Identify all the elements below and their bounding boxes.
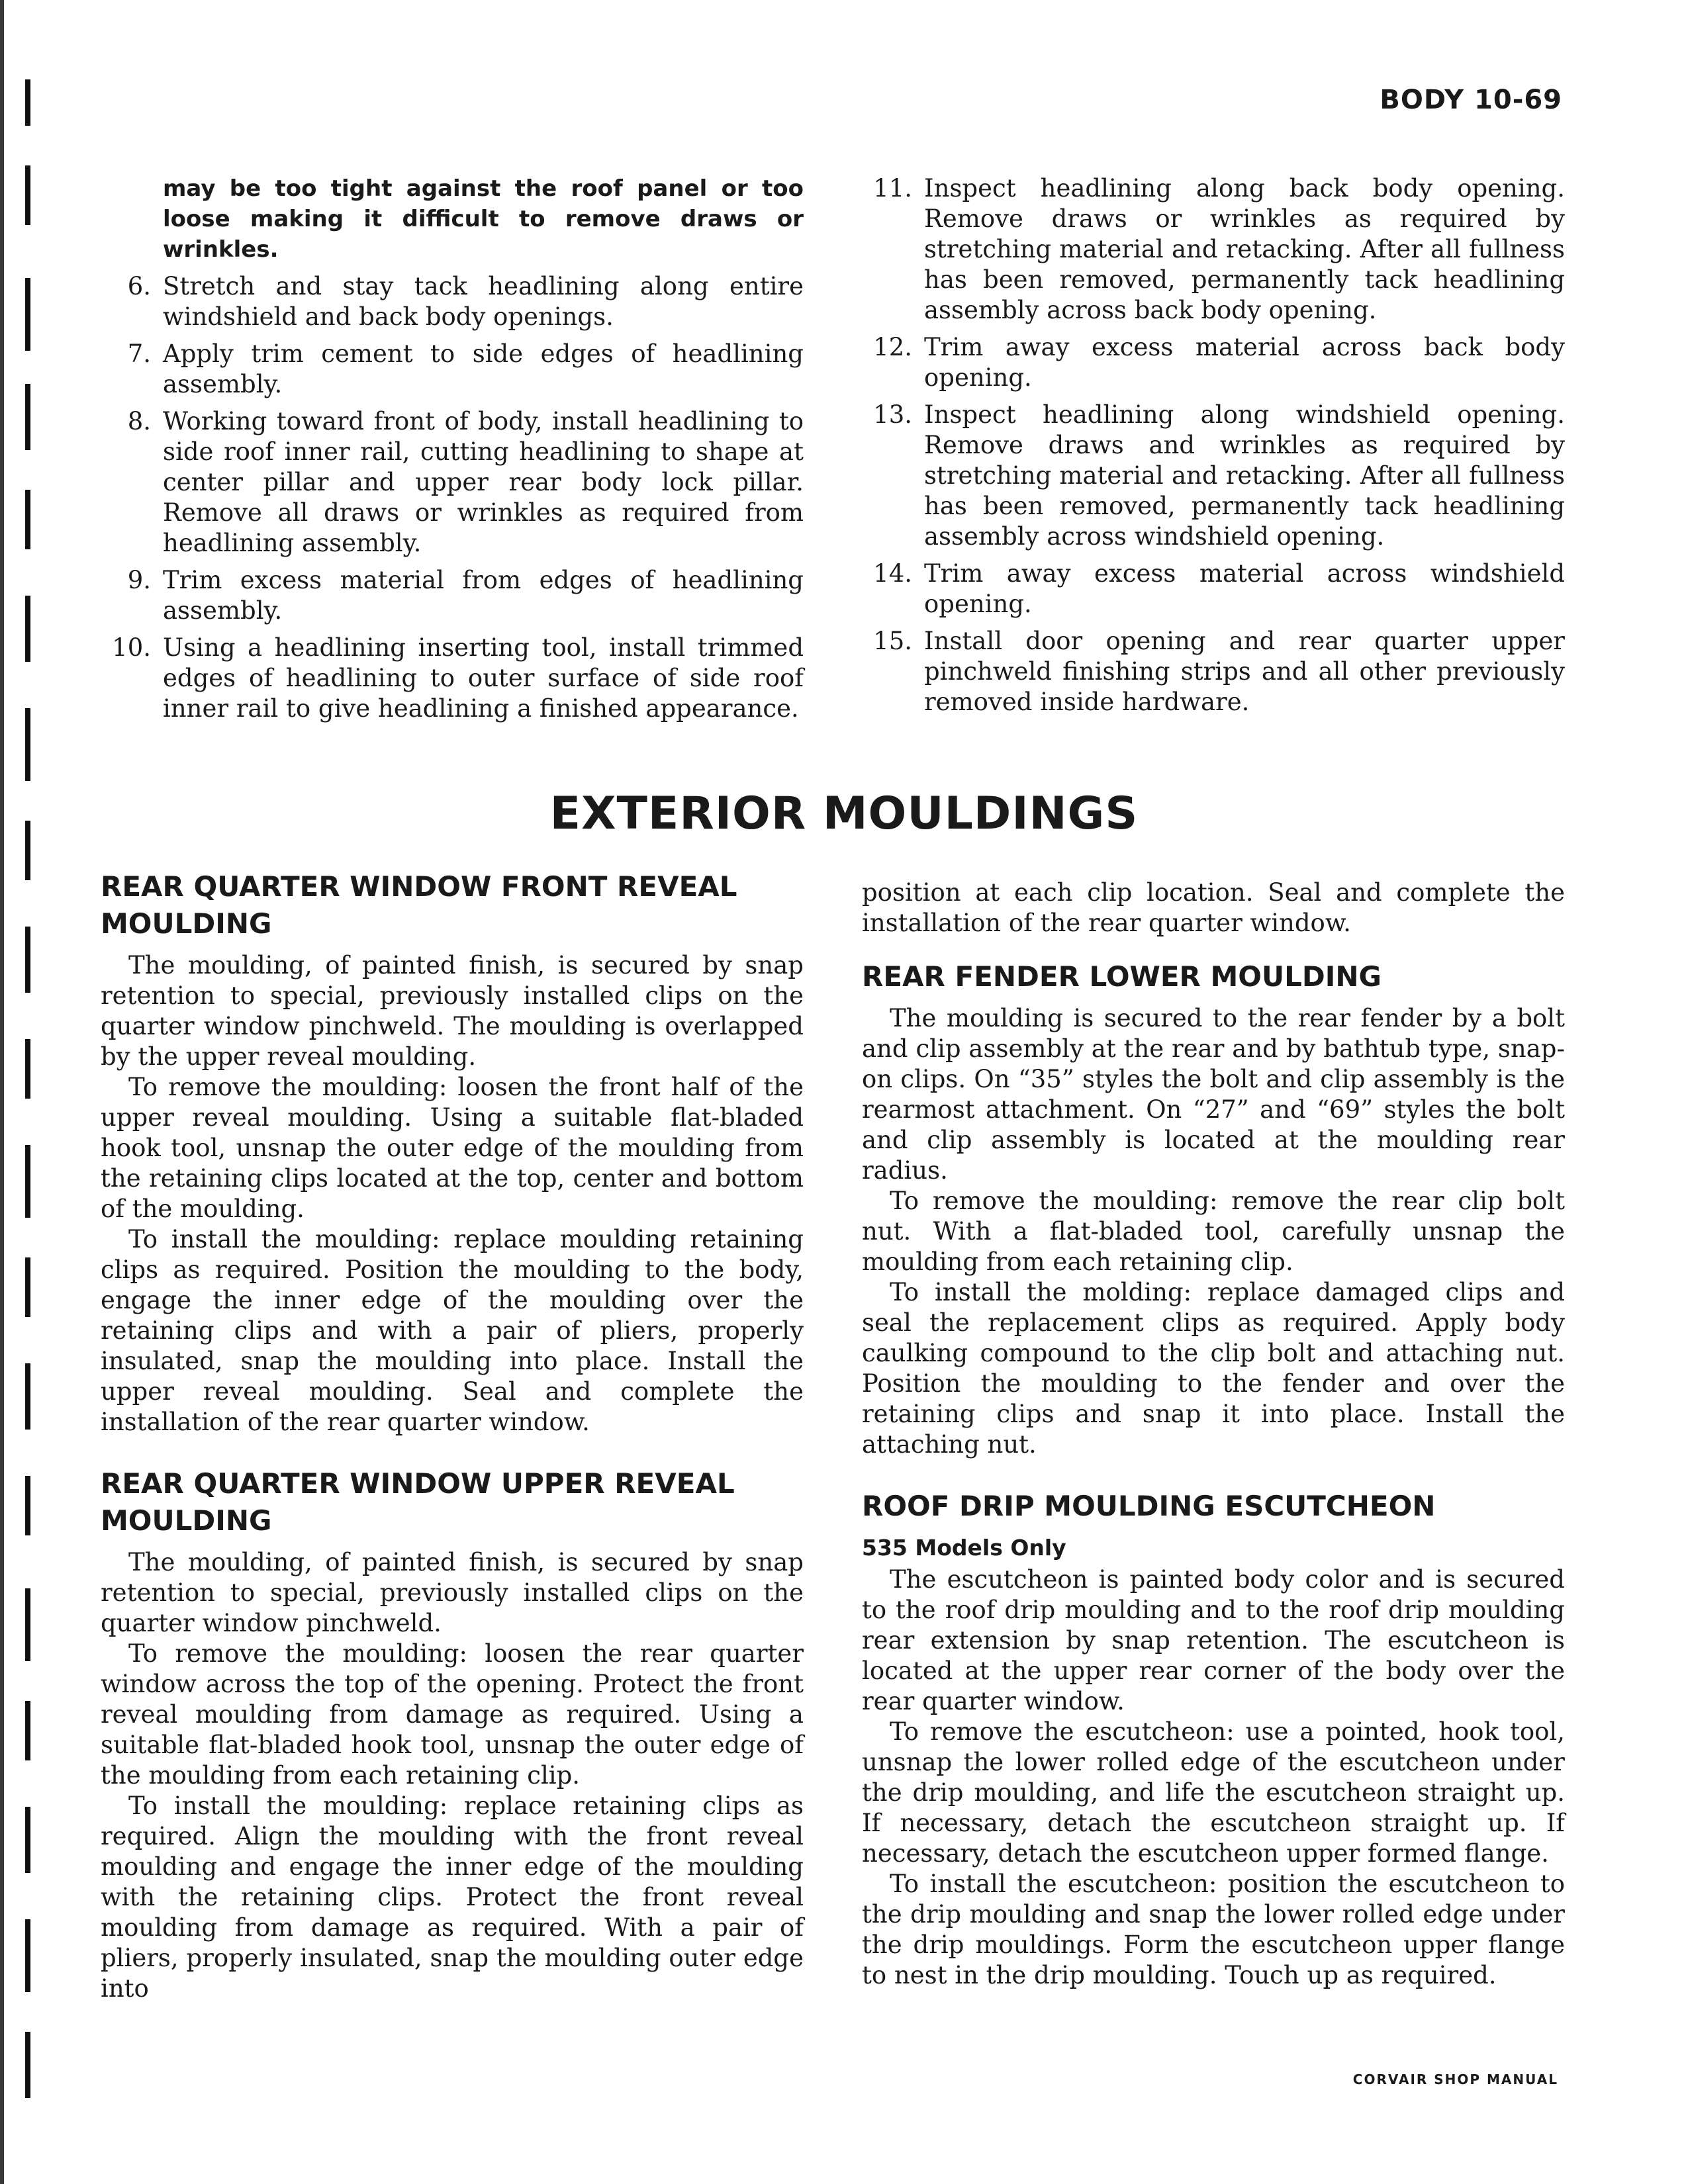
- step-item: [101, 565, 804, 626]
- step-text: Trim away excess material across windshield opening.: [924, 559, 1565, 618]
- step-number: 7.: [127, 340, 151, 368]
- step-text: Stretch and stay tack headlining along entire windshield and back body openings.: [163, 272, 804, 331]
- headlining-steps-left: [101, 173, 804, 731]
- front-reveal-paragraph: To install the moulding: replace moulding retaining clips as required. Position the moulding to the body, engage the inner edge of the moulding over the retaining clips and with a pair of pliers, properly insulated, snap the moulding into place. Install the upper reveal moulding. Seal and complete the installation of the rear quarter window.: [101, 1225, 804, 1436]
- step-number: 10.: [112, 633, 151, 662]
- step-number: 9.: [127, 566, 151, 594]
- step-item: [862, 173, 1565, 326]
- escutcheon-heading: ROOF DRIP MOULDING ESCUTCHEON: [862, 1490, 1436, 1522]
- steps-list-right: [862, 173, 1565, 717]
- step-item: [862, 559, 1565, 619]
- headlining-steps-right: [862, 173, 1565, 724]
- step-item: [101, 406, 804, 559]
- step-text: Using a headlining inserting tool, install trimmed edges of headlining to outer surface of side roof inner rail to give headlining a finished appearance.: [163, 633, 804, 723]
- step-number: 14.: [873, 559, 912, 588]
- steps-list-left: [101, 271, 804, 724]
- binding-edge-marks: [0, 0, 48, 2184]
- step-number: 11.: [873, 174, 912, 203]
- step-text: Inspect headlining along back body opening. Remove draws or wrinkles as required by stretching material and retacking. After all fullness has been removed, permanently tack headlining assembly across back body opening.: [924, 174, 1565, 324]
- fender-lower-paragraph: To install the molding: replace damaged clips and seal the replacement clips as required. Apply body caulking compound to the clip bolt and attaching nut. Position the moulding to the fender and over the retaining clips and snap it into place. Install the attaching nut.: [862, 1278, 1565, 1459]
- step-text: Apply trim cement to side edges of headlining assembly.: [163, 340, 804, 398]
- section-title: EXTERIOR MOULDINGS: [549, 788, 1139, 840]
- step-text: Trim excess material from edges of headlining assembly.: [163, 566, 804, 625]
- step-text: Install door opening and rear quarter upper pinchweld finishing strips and all other previously removed inside hardware.: [924, 627, 1565, 716]
- step-item: [862, 400, 1565, 552]
- step-number: 12.: [873, 333, 912, 361]
- page-footer: CORVAIR SHOP MANUAL: [1352, 2071, 1558, 2087]
- step-item: [862, 332, 1565, 393]
- upper-reveal-paragraph: To remove the moulding: loosen the rear quarter window across the top of the opening. Protect the front reveal moulding from damage as required. Using a suitable flat-bladed hook tool, unsnap the outer edge of the moulding from each retaining clip.: [101, 1639, 804, 1790]
- step-item: [862, 626, 1565, 717]
- step-item: [101, 633, 804, 724]
- escutcheon-paragraph: To remove the escutcheon: use a pointed, hook tool, unsnap the lower rolled edge of the escutcheon under the drip moulding, and life the escutcheon straight up. If necessary, detach the escutcheon straight up. If necessary, detach the escutcheon upper formed flange.: [862, 1717, 1565, 1868]
- step-item: [101, 271, 804, 332]
- escutcheon-subheading: 535 Models Only: [862, 1535, 1066, 1561]
- step-text: Working toward front of body, install headlining to side roof inner rail, cutting headlining to shape at center pillar and upper rear body lock pillar. Remove all draws or wrinkles as required from headlining assembly.: [163, 407, 804, 557]
- upper-reveal-heading: REAR QUARTER WINDOW UPPER REVEAL MOULDING: [101, 1467, 735, 1537]
- step-number: 6.: [127, 272, 151, 300]
- step-text: Inspect headlining along windshield opening. Remove draws and wrinkles as required by stretching material and retacking. After all fullness has been removed, permanently tack headlining assembly across windshield opening.: [924, 400, 1565, 551]
- upper-reveal-paragraph: To install the moulding: replace retaining clips as required. Align the moulding with the front reveal moulding and engage the inner edge of the moulding with the retaining clips. Protect the front reveal moulding from damage as required. With a pair of pliers, properly insulated, snap the moulding outer edge into: [101, 1792, 804, 2003]
- fender-lower-heading: REAR FENDER LOWER MOULDING: [862, 960, 1382, 993]
- front-reveal-paragraph: To remove the moulding: loosen the front half of the upper reveal moulding. Using a suitable flat-bladed hook tool, unsnap the outer edge of the moulding from the retaining clips located at the top, center and bottom of the moulding.: [101, 1073, 804, 1223]
- mouldings-right-column: [862, 878, 1565, 1991]
- step-item: [101, 339, 804, 400]
- fender-lower-paragraph: To remove the moulding: remove the rear clip bolt nut. With a flat-bladed tool, carefully unsnap the moulding from each retaining clip.: [862, 1187, 1565, 1276]
- mouldings-left-column: [101, 868, 804, 2004]
- page-header: BODY 10-69: [1380, 85, 1562, 115]
- fender-lower-paragraph: The moulding is secured to the rear fender by a bolt and clip assembly at the rear and by bathtub type, snap-on clips. On “35” styles the bolt and clip assembly is the rearmost attachment. On “27” and “69” styles the bolt and clip assembly is located at the moulding rear radius.: [862, 1004, 1565, 1185]
- step-number: 13.: [873, 400, 912, 429]
- upper-reveal-paragraph: The moulding, of painted finish, is secured by snap retention to special, previously installed clips on the quarter window pinchweld.: [101, 1548, 804, 1637]
- step-text: Trim away excess material across back body opening.: [924, 333, 1565, 392]
- continuation-paragraph: position at each clip location. Seal and complete the installation of the rear quarter window.: [862, 878, 1565, 937]
- continued-caution-text: may be too tight against the roof panel or too loose making it difficult to remove draws or wrinkles.: [163, 175, 804, 263]
- step-number: 15.: [873, 627, 912, 655]
- escutcheon-paragraph: The escutcheon is painted body color and is secured to the roof drip moulding and to the roof drip moulding rear extension by snap retention. The escutcheon is located at the upper rear corner of the body over the rear quarter window.: [862, 1565, 1565, 1715]
- escutcheon-paragraph: To install the escutcheon: position the escutcheon to the drip moulding and snap the lower rolled edge under the drip mouldings. Form the escutcheon upper flange to nest in the drip moulding. Touch up as required.: [862, 1870, 1565, 1989]
- front-reveal-heading: REAR QUARTER WINDOW FRONT REVEAL MOULDING: [101, 870, 737, 940]
- front-reveal-paragraph: The moulding, of painted finish, is secured by snap retention to special, previously installed clips on the quarter window pinchweld. The moulding is overlapped by the upper reveal moulding.: [101, 951, 804, 1071]
- step-number: 8.: [127, 407, 151, 435]
